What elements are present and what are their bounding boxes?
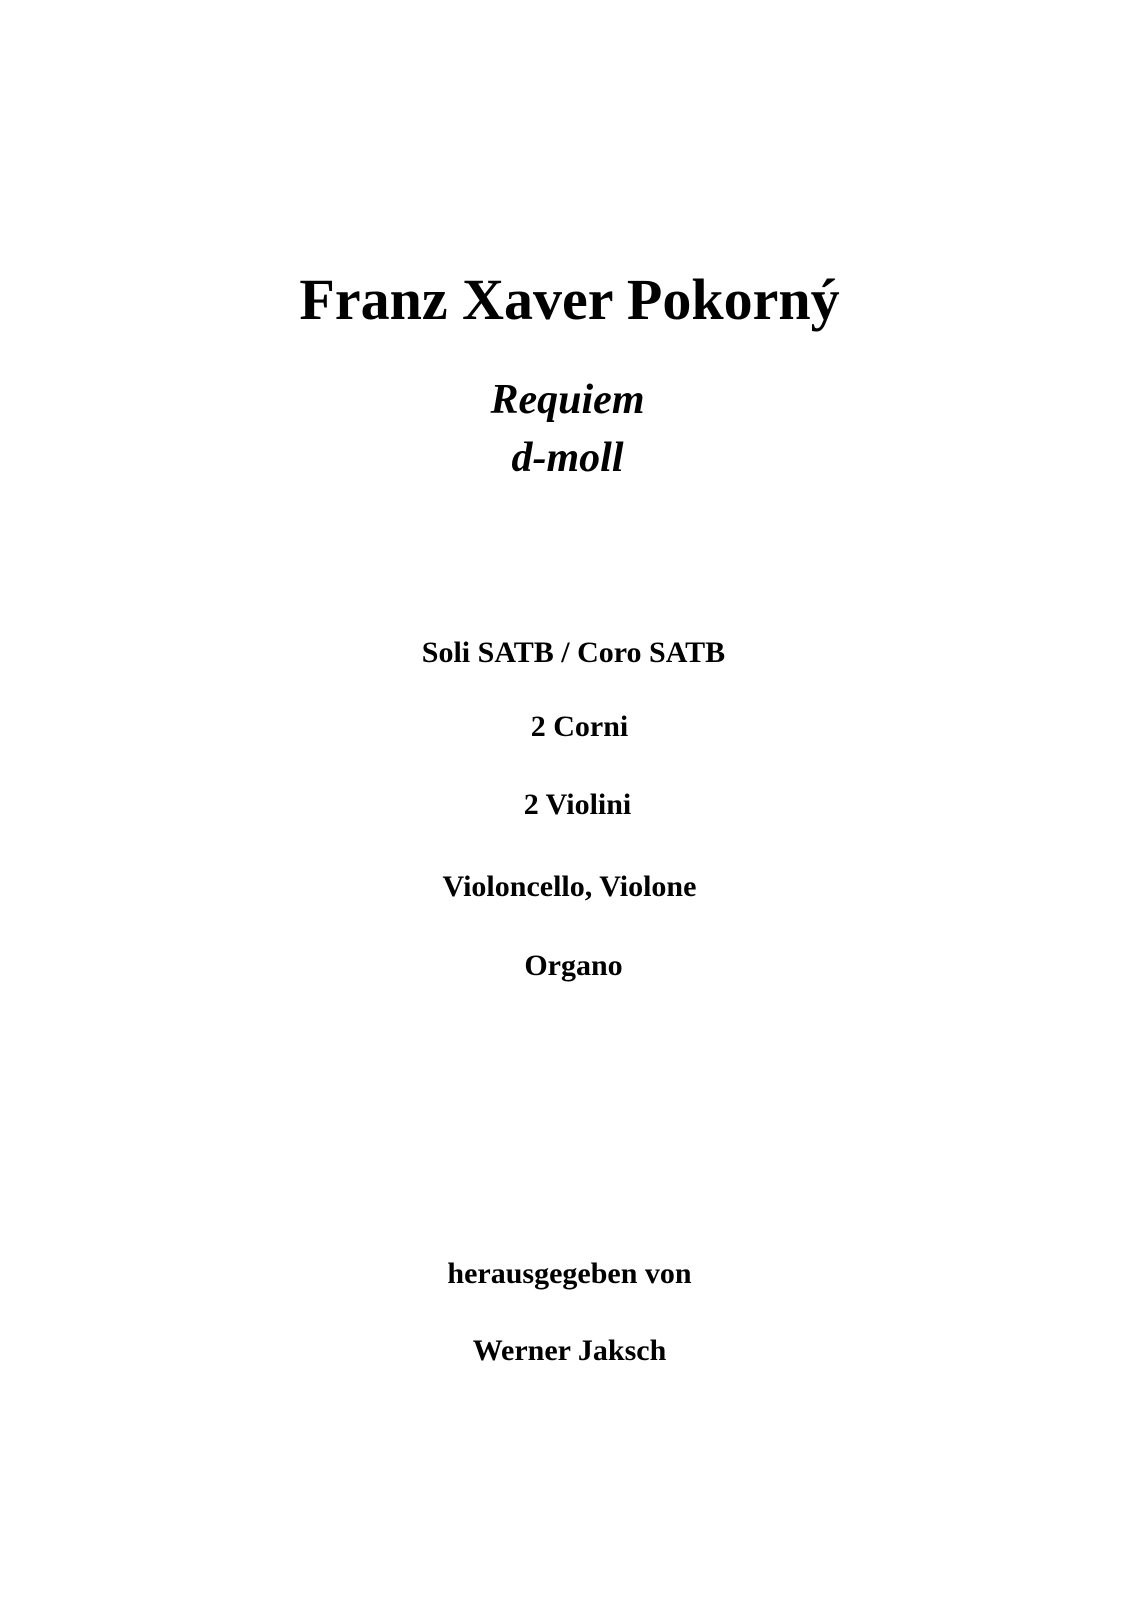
work-title: Requiem (490, 377, 645, 423)
editor-label: herausgegeben von (447, 1257, 692, 1290)
scoring-horns: 2 Corni (530, 710, 629, 743)
composer-name: Franz Xaver Pokorný (299, 267, 840, 332)
scoring-voices: Soli SATB / Coro SATB (421, 636, 726, 669)
scoring-violins: 2 Violini (523, 788, 632, 821)
scoring-organ: Organo (524, 949, 623, 982)
scoring-low-strings: Violoncello, Violone (442, 870, 697, 903)
work-key: d-moll (511, 435, 624, 481)
editor-name: Werner Jaksch (472, 1334, 667, 1367)
